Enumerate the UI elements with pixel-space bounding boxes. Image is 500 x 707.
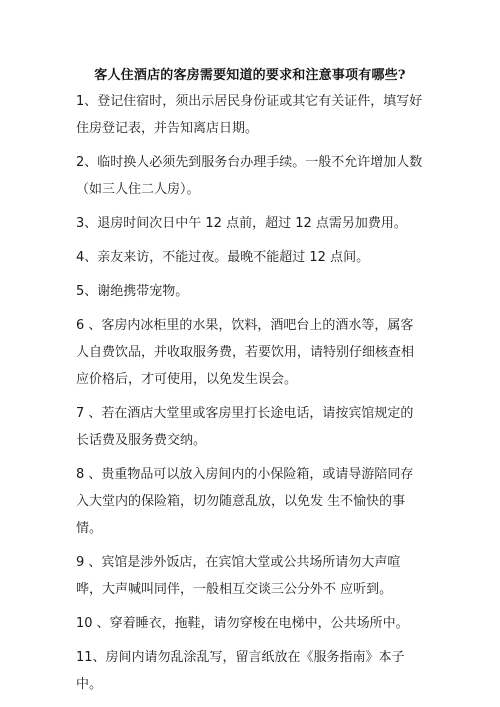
rule-item-4: 4、亲友来访，不能过夜。最晚不能超过 12 点间。: [76, 250, 370, 265]
rule-item-2: 2、临时换人必须先到服务台办理手续。一般不允许增加人数（如三人住二人房）。: [76, 155, 423, 197]
rule-item-7: 7 、若在酒店大堂里或客房里打长途电话，请按宾馆规定的长话费及服务费交纳。: [76, 406, 414, 448]
rule-item-8: 8 、贵重物品可以放入房间内的小保险箱，或请导游陪同存入大堂内的保险箱，切勿随意乱放，以免发 生不愉快的事情。: [76, 467, 414, 536]
rule-item-5: 5、谢绝携带宠物。: [76, 284, 189, 299]
document-title: 客人住酒店的客房需要知道的要求和注意事项有哪些?: [94, 68, 406, 83]
rule-item-11: 11、房间内请勿乱涂乱写，留言纸放在《服务指南》本子中。: [76, 650, 405, 692]
rule-item-9: 9 、宾馆是涉外饭店，在宾馆大堂或公共场所请勿大声喧哗，大声喊叫同伴，一般相互交谈三公分外不 应听到。: [76, 555, 401, 597]
rule-item-1: 1、登记住宿时，须出示居民身份证或其它有关证件，填写好住房登记表，并告知离店日期。: [76, 94, 423, 136]
rule-item-6: 6 、客房内冰柜里的水果，饮料，酒吧台上的酒水等，属客人自费饮品，并收取服务费，若要饮用，请特别仔细核查相应价格后，才可使用，以免发生误会。: [76, 318, 415, 387]
rules-list: [76, 88, 426, 705]
rule-item-10: 10 、穿着睡衣，拖鞋，请勿穿梭在电梯中，公共场所中。: [76, 616, 409, 631]
rule-item-3: 3、退房时间次日中午 12 点前，超过 12 点需另加费用。: [76, 216, 407, 231]
